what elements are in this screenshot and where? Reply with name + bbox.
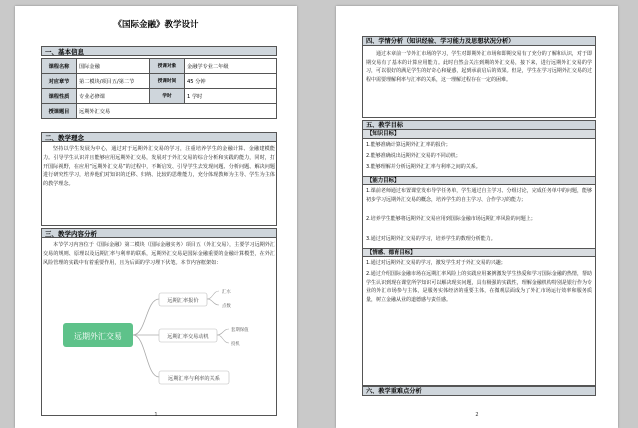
mindmap-leaf-swap: 汇水 (222, 290, 231, 295)
mindmap-branch-relation: 远期汇率与利率的关系 (168, 376, 220, 382)
course-name-label: 课程名称 (42, 59, 77, 74)
section-basic-info: 一、基本信息 (41, 46, 277, 56)
document-page-2 (336, 6, 618, 428)
emotion-goal-1: 1.通过对远期外汇交易的学习，激发学生对于外汇交易的兴趣； (366, 260, 506, 266)
emotion-goal-2: 2.通过介绍国际金融市场在远期汇率风险上的实践应用案例激发学生热爱和学习国际金融的热情，帮助学生认识到现在课堂所学知识可以解决现实问题，具有极强的实践性，理解金融机构特别是银行作为专业的外汇市场参与主体，是服务实体经济的重要主体，在微观层面成为了外汇市场运行效率和服务质量，树立金融从业的道德感与责任感。 (366, 271, 592, 303)
knowledge-goal-3: 3.能够理解并分析远期外汇汇率与利率之间的关系。 (366, 164, 481, 170)
document-title: 《国际金融》教学设计 (113, 20, 199, 30)
section-teaching-idea: 二、教学理念 (41, 132, 277, 142)
ability-goal-1: 1.课前老师通过布置课堂发布导学任务单，学生通过自主学习、分组讨论，完成任务单中的问题，能够初步学习远期外汇交易的概念，培养学生的自主学习、合作学习的能力； (366, 188, 592, 203)
topic-label: 授课题目 (42, 104, 77, 119)
mindmap-leaf-speculation: 投机 (231, 342, 240, 347)
chapter-value: 第二模块/项目五/第二节 (77, 74, 150, 89)
mindmap-branch-motive: 远期汇率交易动机 (167, 334, 209, 340)
page-number-2: 2 (475, 412, 479, 418)
knowledge-goal-1: 1.能够准确计算远期外汇汇率的报价； (366, 142, 451, 148)
content-paragraph: 本节学习内容位于《国际金融》第二模块（国际金融实务）项目五（外汇交易），主要学习远期外汇交易的规则、原理以及远期汇率与利率的联系，远期外汇交易是国际金融重要的金融计算模型，在外汇风险管理的实践中有着重要作用，且为后面的学习埋下伏笔。本节内容框架如： (43, 242, 275, 266)
section-key-points: 六、教学重难点分析 (362, 386, 596, 396)
topic-value: 远期外汇交易 (77, 104, 277, 119)
mindmap-branch-quote: 远期汇率报价 (167, 298, 199, 304)
ability-goal-2: 2.培养学生能够将远期外汇交易应用到国际金融市场远期汇率风险的问题上； (366, 216, 536, 222)
mindmap-leaf-hedging: 套期保值 (231, 328, 249, 333)
knowledge-goal-2: 2.能够准确说出远期外汇交易的不同动机； (366, 153, 461, 159)
chapter-label: 对应章节 (42, 74, 77, 89)
type-value: 专业必修课 (77, 89, 150, 104)
ability-goal-3: 3.通过对远期外汇交易的学习，培养学生的数理分析能力。 (366, 236, 496, 242)
learner-paragraph: 通过本章前一节外汇市场的学习，学生对即期外汇市场和即期交易有了充分的了解和认识，对于即期交易有了基本的计算应用能力。此时自然会关注到期的外汇交易，接下来，进行远期外汇交易的学习，可以很好的满足学生的好奇心和疑惑，起到承前启后的效果。但是，学生在学习远期外汇交易的过程中需要理解利率与汇率的关系，这一理解过程存在一定的困难。 (366, 51, 592, 83)
type-label: 课程性质 (42, 89, 77, 104)
time-label: 授课时间 (150, 74, 185, 89)
page-number-1: 1 (154, 412, 158, 418)
time-value: 45 分钟 (185, 74, 277, 89)
mindmap-center-text: 远期外汇交易 (74, 332, 122, 341)
hours-label: 学时 (150, 89, 185, 104)
section-learner-analysis: 四、学情分析（知识经验、学习能力及思想状况分析） (362, 36, 596, 46)
section-teaching-goals: 五、教学目标 (362, 120, 596, 130)
hours-value: 1 学时 (185, 89, 277, 104)
course-name-value: 国际金融 (77, 59, 150, 74)
content-mindmap (41, 277, 277, 402)
object-value: 金融学专业二年级 (185, 59, 277, 74)
ability-goals-heading: 【能力目标】 (362, 176, 596, 185)
basic-info-table (41, 58, 277, 119)
mindmap-leaf-points: 点数 (222, 304, 231, 309)
object-label: 授课对象 (150, 59, 185, 74)
emotion-goals-heading: 【情感、德育目标】 (362, 248, 596, 257)
document-page-1 (15, 6, 297, 428)
knowledge-goals-heading: 【知识目标】 (362, 130, 596, 139)
idea-paragraph: 坚持以学生发展为中心，通过对于远期外汇交易的学习，注重培养学生的金融计算、金融建模能力。引导学生认识并且能够应用远期外汇交易，发展对于外汇交易的综合分析和实践的能力，同时，打开国际视野，在应用“远期外汇交易”的过程中，不断启发、引导学生去发现问题、分析问题、解决问题进行研究性学习，培养他们对知识的迁移、归纳、比较的思维能力，充分体现教师为主导、学生为主体的教学理念。 (43, 146, 275, 188)
section-content-analysis: 三、教学内容分析 (41, 228, 277, 238)
